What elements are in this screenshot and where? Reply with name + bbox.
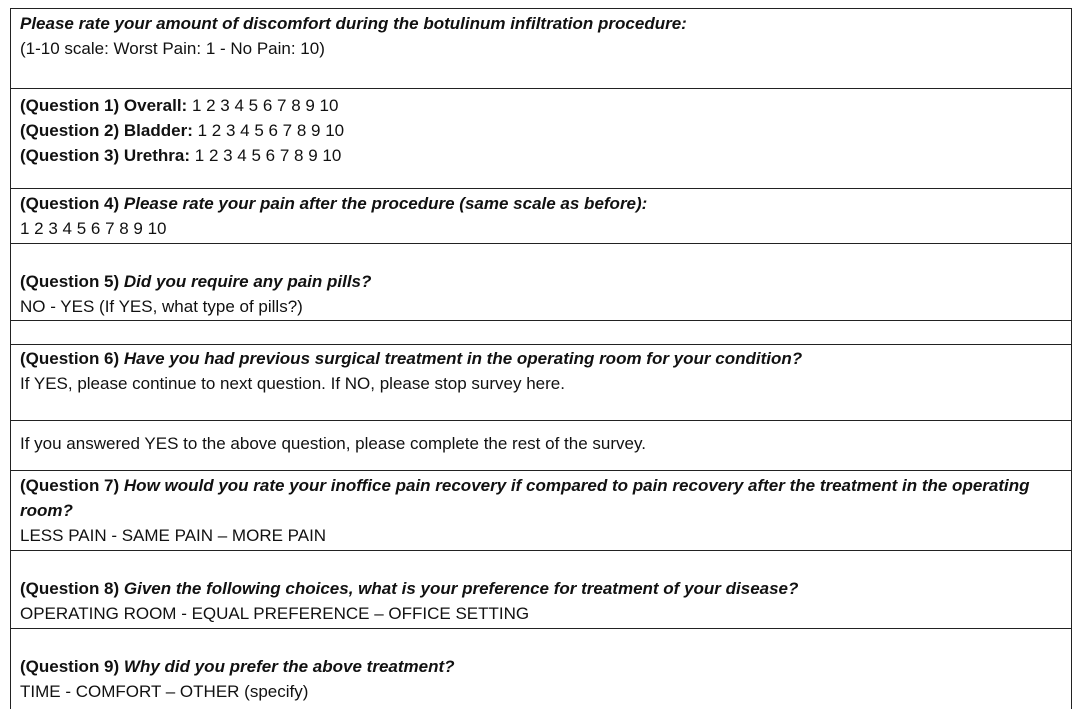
- question-4: [20, 191, 1062, 216]
- question-9-answer: TIME - COMFORT – OTHER (specify): [20, 682, 309, 701]
- question-1-number: (Question 1): [20, 96, 120, 115]
- question-8-number: (Question 8): [20, 579, 120, 598]
- question-5-number: (Question 5): [20, 272, 120, 291]
- question-6: [20, 346, 1062, 371]
- question-4-number: (Question 4): [20, 194, 120, 213]
- conditional-note: If you answered YES to the above question, please complete the rest of the survey.: [20, 434, 646, 453]
- question-3-scale: 1 2 3 4 5 6 7 8 9 10: [194, 146, 342, 165]
- question-7: [20, 473, 1062, 523]
- question-1-label: Overall:: [123, 96, 188, 115]
- question-2-number: (Question 2): [20, 121, 120, 140]
- question-9-row: [11, 629, 1071, 709]
- question-7-number: (Question 7): [20, 476, 120, 495]
- question-1: [20, 93, 1062, 118]
- question-3-label: Urethra:: [123, 146, 191, 165]
- question-6-text: Have you had previous surgical treatment in the operating room for your condition?: [123, 349, 803, 368]
- question-9-number: (Question 9): [20, 657, 120, 676]
- question-7-row: [11, 471, 1071, 551]
- question-3: [20, 143, 1062, 168]
- question-9: [20, 654, 1062, 679]
- question-5-answer: NO - YES (If YES, what type of pills?): [20, 297, 303, 316]
- question-4-text: Please rate your pain after the procedure (same scale as before):: [123, 194, 648, 213]
- question-6-row: [11, 345, 1071, 421]
- intro-scale: (1-10 scale: Worst Pain: 1 - No Pain: 10): [20, 39, 325, 58]
- question-8-answer: OPERATING ROOM - EQUAL PREFERENCE – OFFICE SETTING: [20, 604, 530, 623]
- question-8-row: [11, 551, 1071, 629]
- question-5-row: [11, 244, 1071, 321]
- question-2-scale: 1 2 3 4 5 6 7 8 9 10: [197, 121, 345, 140]
- question-2: [20, 118, 1062, 143]
- question-4-row: [11, 189, 1071, 244]
- spacer-row: [11, 321, 1071, 345]
- question-1-scale: 1 2 3 4 5 6 7 8 9 10: [191, 96, 339, 115]
- question-9-text: Why did you prefer the above treatment?: [123, 657, 455, 676]
- intro-row: [11, 9, 1071, 89]
- survey-table: [10, 8, 1072, 709]
- question-2-label: Bladder:: [123, 121, 193, 140]
- question-8: [20, 576, 1062, 601]
- questions-1-3-row: [11, 89, 1071, 189]
- question-6-answer: If YES, please continue to next question. If NO, please stop survey here.: [20, 374, 565, 393]
- question-7-answer: LESS PAIN - SAME PAIN – MORE PAIN: [20, 526, 327, 545]
- question-7-text: How would you rate your inoffice pain recovery if compared to pain recovery after the treatment in the operating room?: [20, 476, 1030, 520]
- question-6-number: (Question 6): [20, 349, 120, 368]
- question-8-text: Given the following choices, what is your preference for treatment of your disease?: [123, 579, 799, 598]
- question-5-text: Did you require any pain pills?: [123, 272, 372, 291]
- question-3-number: (Question 3): [20, 146, 120, 165]
- note-row: [11, 421, 1071, 471]
- question-4-answer: 1 2 3 4 5 6 7 8 9 10: [20, 219, 167, 238]
- question-5: [20, 269, 1062, 294]
- intro-title: Please rate your amount of discomfort during the botulinum infiltration procedure:: [20, 14, 687, 33]
